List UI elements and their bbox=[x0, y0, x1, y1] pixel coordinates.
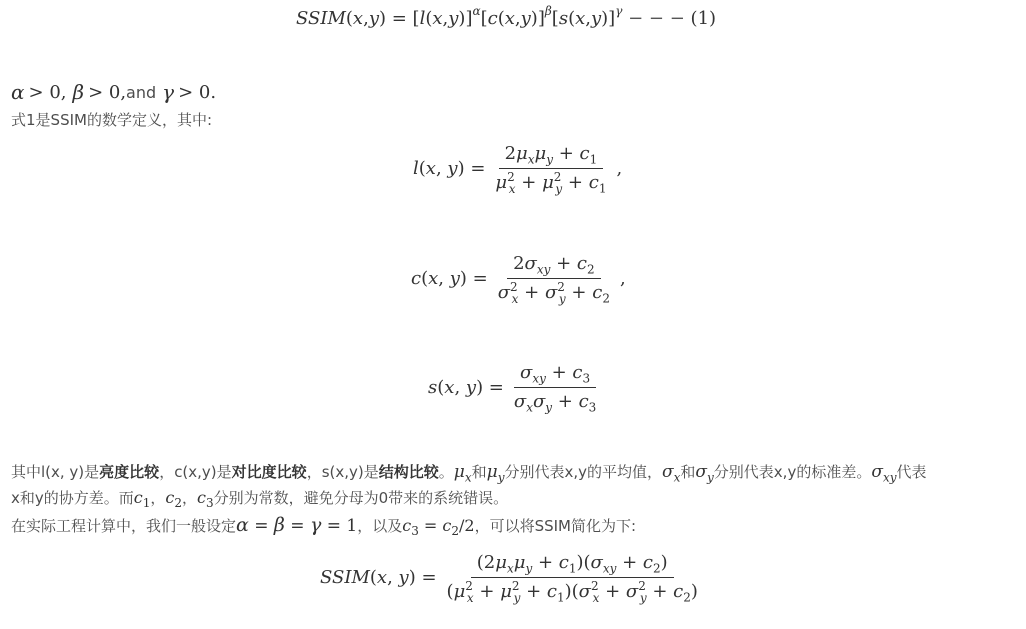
p1-text-8: 分别代表x,y的标准差。 bbox=[713, 463, 872, 481]
p1-text-6: 分别代表x,y的平均值， bbox=[504, 463, 662, 481]
p1-text-2: ，c(x,y)是 bbox=[159, 463, 232, 481]
p1-bold-structure: 结构比较 bbox=[378, 463, 439, 481]
equation-1: SSIM ( x , y ) = [ l ( x , y )] $^\alpha$ [ c ( x , y )] $^\beta$ [ s ( x , y )] $^\gamma$ − − − (1) bbox=[296, 3, 717, 29]
p2-text-4: 分别为常数，避免分母为0带来的系统错误。 bbox=[213, 489, 509, 507]
condition-beta: > 0, bbox=[88, 81, 127, 103]
p1-text-4: 。 bbox=[438, 463, 454, 481]
p1-bold-luminance: 亮度比较 bbox=[99, 463, 160, 481]
p1-bold-contrast: 对比度比较 bbox=[231, 463, 307, 481]
and-text: and bbox=[126, 82, 157, 102]
equation-1-label: (1) bbox=[690, 8, 717, 29]
beta-symbol: β bbox=[72, 80, 85, 104]
p1-text-5: 和 bbox=[471, 463, 487, 481]
p3-text-3: ，可以将SSIM简化为下: bbox=[474, 517, 637, 535]
paragraph-components: 其中l(x, y)是亮度比较，c(x,y)是对比度比较，s(x,y)是结构比较。$\mu_x$和$\mu_y$分别代表x,y的平均值，$\sigma_x$和$\sigma_y$分别代表x,y的标准差。$\sigma_{xy}$代表 bbox=[11, 462, 927, 485]
equation-contrast: c(x, y) = $\frac{2\sigma_{xy} + c_2}{\sigma^2_x + \sigma^2_y + c_2}$ , bbox=[411, 253, 626, 306]
p3-text-2: ，以及 bbox=[357, 517, 403, 535]
p1-text-7: 和 bbox=[680, 463, 696, 481]
conditions-line bbox=[11, 80, 216, 104]
alpha-symbol: α bbox=[11, 80, 25, 104]
paragraph-constants: x和y的协方差。而$c_1$，$c_2$，$c_3$分别为常数，避免分母为0带来的系统错误。 bbox=[11, 488, 509, 511]
equation-ssim-simplified: SSIM(x, y) = $\frac{(2\mu_x\mu_y + c_1)(\sigma_{xy} + c_2)}{(\mu^2_x + \mu^2_y + c_1)(\sigma^2_x + \sigma^2_y + c_2)}$ bbox=[320, 552, 698, 605]
paragraph-simplification: 在实际工程计算中，我们一般设定α = β = γ = 1，以及$c_3 = c_2/2$，可以将SSIM简化为下: bbox=[11, 514, 637, 539]
p1-text-3: ，s(x,y)是 bbox=[306, 463, 379, 481]
p2-text-2: ， bbox=[150, 489, 166, 507]
condition-gamma: > 0. bbox=[178, 81, 217, 103]
condition-alpha: > 0, bbox=[28, 81, 67, 103]
equation-1-dashes: − − − bbox=[628, 8, 685, 29]
definition-line: 式1是SSIM的数学定义，其中: bbox=[11, 111, 213, 129]
equation-structure: s(x, y) = $\frac{\sigma_{xy} + c_3}{\sigma_x\sigma_y + c_3}$ bbox=[428, 362, 597, 415]
p1-text-9: 代表 bbox=[896, 463, 927, 481]
p2-text-1: x和y的协方差。而 bbox=[11, 489, 134, 507]
p3-text-1: 在实际工程计算中，我们一般设定 bbox=[11, 517, 237, 535]
p2-text-3: ， bbox=[182, 489, 198, 507]
p1-text-1: 其中l(x, y)是 bbox=[11, 463, 100, 481]
equation-luminance: l(x, y) = $\frac{2\mu_x\mu_y + c_1}{\mu^2_x + \mu^2_y + c_1}$ , bbox=[413, 143, 623, 196]
gamma-symbol: γ bbox=[162, 80, 175, 104]
